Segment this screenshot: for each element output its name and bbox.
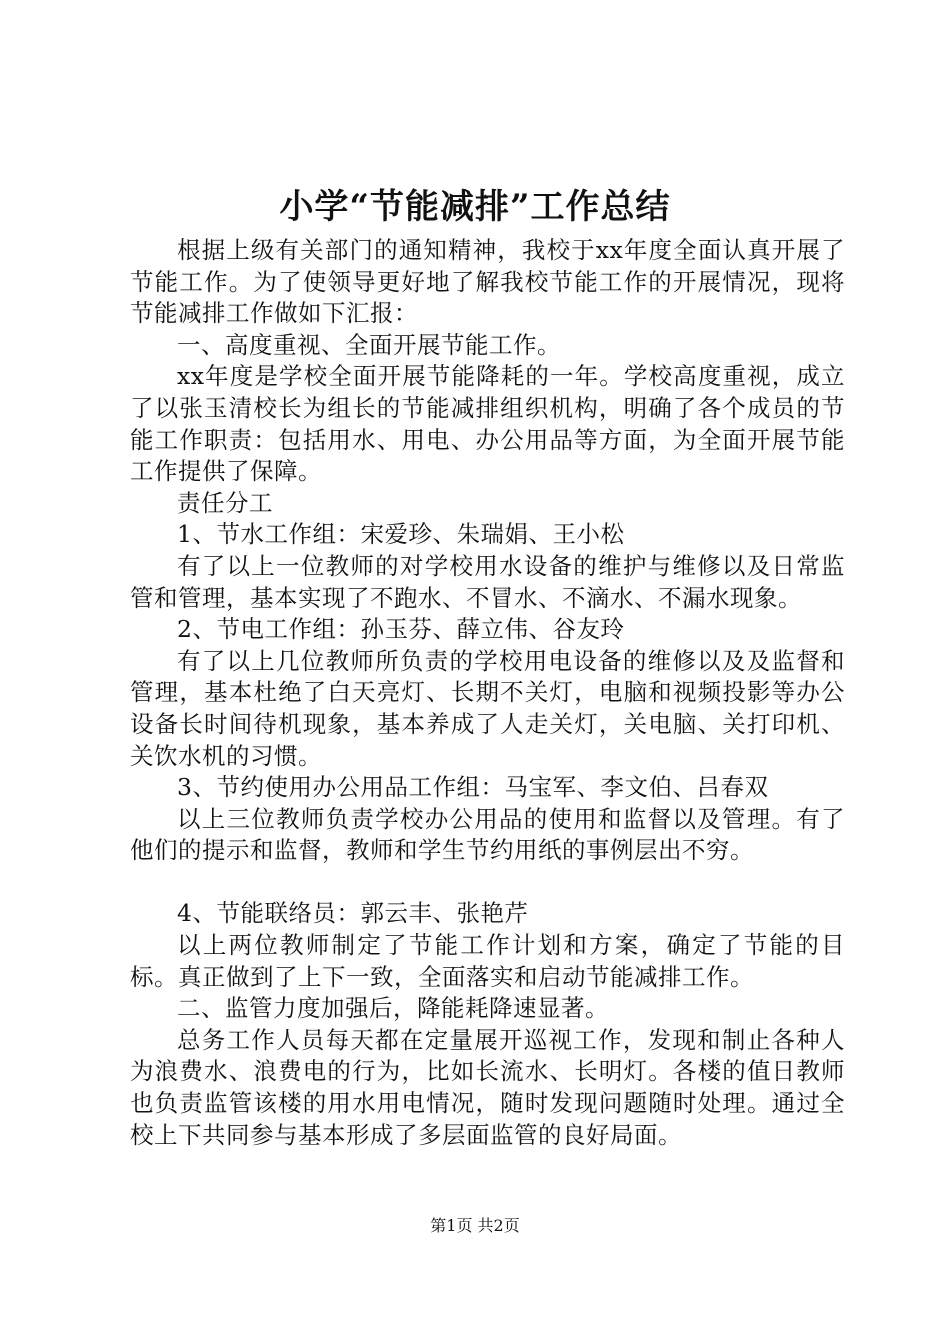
document-body: [130, 235, 845, 1151]
document-title: 小学“节能减排”工作总结: [279, 187, 671, 227]
group-electricity: 2、节电工作组：孙玉芬、薛立伟、谷友玲: [177, 615, 625, 644]
paragraph-electricity: 有了以上几位教师所负责的学校用电设备的维修以及及监督和管理，基本杜绝了白天亮灯、长期不关灯，电脑和视频投影等办公设备长时间待机现象，基本养成了人走关灯，关电脑、关打印机、关饮水机的习惯。: [130, 646, 845, 770]
group-liaison: 4、节能联络员：郭云丰、张艳芹: [177, 899, 529, 928]
subheading-responsibility: 责任分工: [177, 488, 273, 517]
group-office-supplies: 3、节约使用办公用品工作组：马宝军、李文伯、吕春双: [177, 773, 769, 802]
page-footer: 第1页 共2页: [430, 1216, 520, 1235]
paragraph-intro: 根据上级有关部门的通知精神，我校于xx年度全面认真开展了节能工作。为了使领导更好地了解我校节能工作的开展情况，现将节能减排工作做如下汇报：: [130, 236, 845, 328]
paragraph-water: 有了以上一位教师的对学校用水设备的维护与维修以及日常监管和管理，基本实现了不跑水、不冒水、不滴水、不漏水现象。: [130, 551, 845, 612]
section-heading-1: 一、高度重视、全面开展节能工作。: [177, 330, 561, 359]
paragraph-liaison: 以上两位教师制定了节能工作计划和方案，确定了节能的目标。真正做到了上下一致，全面落实和启动节能减排工作。: [130, 931, 845, 991]
paragraph-supervision: 总务工作人员每天都在定量展开巡视工作，发现和制止各种人为浪费水、浪费电的行为，比如长流水、长明灯。各楼的值日教师也负责监管该楼的用水用电情况，随时发现问题随时处理。通过全校上下共同参与基本形成了多层面监管的良好局面。: [130, 1025, 845, 1149]
group-water: 1、节水工作组：宋爱珍、朱瑞娟、王小松: [177, 520, 625, 549]
paragraph-organization: xx年度是学校全面开展节能降耗的一年。学校高度重视，成立了以张玉清校长为组长的节能减排组织机构，明确了各个成员的节能工作职责：包括用水、用电、办公用品等方面，为全面开展节能工作提供了保障。: [130, 362, 845, 486]
section-heading-2: 二、监管力度加强后，降能耗降速显著。: [177, 994, 609, 1023]
paragraph-office-supplies: 以上三位教师负责学校办公用品的使用和监督以及管理。有了他们的提示和监督，教师和学生节约用纸的事例层出不穷。: [130, 804, 845, 865]
